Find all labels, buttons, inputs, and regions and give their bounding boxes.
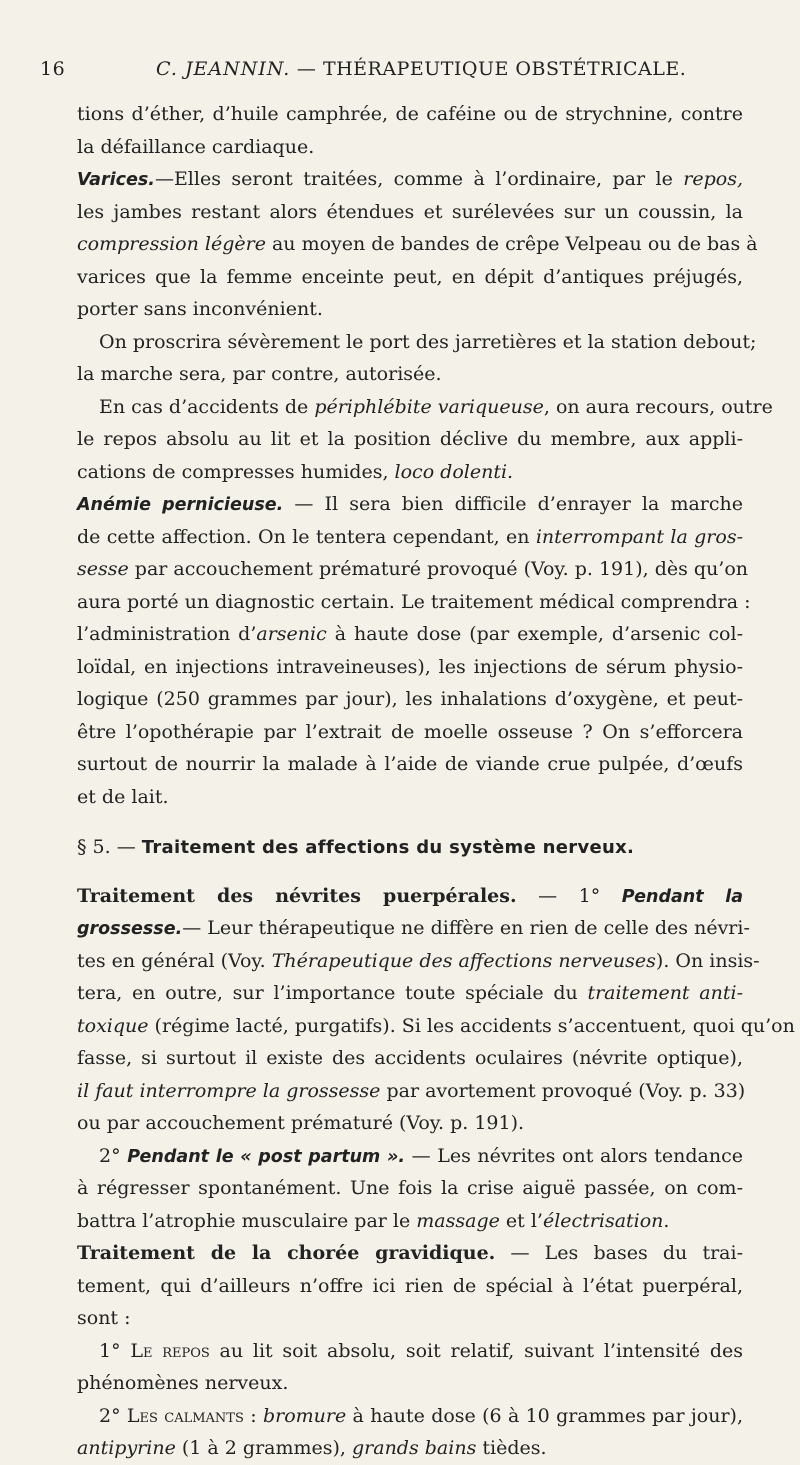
- text-run: à haute dose (par exemple, d’arsenic col-: [326, 623, 743, 645]
- text-run: tions d’éther, d’huile camphrée, de caféine ou de strychnine, contre: [77, 103, 743, 125]
- author-name: C. JEANNIN.: [156, 58, 291, 80]
- text-run: logique (250 grammes par jour), les inhalations d’oxygène, et peut-: [77, 688, 743, 710]
- text-run: interrompant la gros-: [535, 525, 743, 548]
- text-line: [77, 196, 743, 229]
- text-line: [77, 1400, 743, 1433]
- text-run: On proscrira sévèrement le port des jarretières et la station debout;: [99, 330, 757, 353]
- text-run: :: [243, 1404, 263, 1427]
- text-run: grossesse.: [77, 919, 183, 939]
- text-run: .: [663, 1209, 670, 1232]
- text-run: , on aura recours, outre: [543, 395, 773, 418]
- text-run: Les calmants: [126, 1404, 244, 1427]
- text-run: § 5. —: [77, 836, 142, 858]
- text-run: bromure: [262, 1404, 347, 1427]
- text-run: aura porté un diagnostic certain. Le traitement médical comprendra :: [77, 590, 751, 613]
- text-run: Traitement des affections du système nerveux.: [141, 837, 635, 858]
- text-line: [77, 391, 773, 424]
- text-run: grands bains: [352, 1437, 477, 1459]
- text-run: sesse: [77, 558, 129, 580]
- section-heading-varices: Varices.: [77, 170, 155, 190]
- text-line: [77, 1205, 743, 1238]
- text-run: la marche sera, par contre, autorisée.: [77, 363, 442, 385]
- text-run: arsenic: [256, 623, 327, 645]
- text-run: ). On insis-: [655, 949, 760, 972]
- text-line: [77, 1432, 743, 1465]
- text-run: Thérapeutique des affections nerveuses: [271, 949, 656, 972]
- text-line: [77, 1107, 743, 1140]
- text-line: [77, 1270, 743, 1303]
- text-line: [77, 423, 743, 456]
- text-line: [77, 1302, 743, 1335]
- text-run: (régime lacté, purgatifs). Si les accidents s’accentuent, quoi qu’on: [148, 1014, 795, 1037]
- text-line: [77, 781, 743, 814]
- text-run: massage: [416, 1209, 500, 1232]
- text-line: [77, 1010, 795, 1043]
- text-run: les jambes restant alors étendues et surélevées sur un coussin, la: [77, 200, 743, 223]
- text-run: repos,: [683, 168, 743, 190]
- text-line: [77, 358, 743, 391]
- text-run: ou par accouchement prématuré (Voy. p. 191).: [77, 1112, 525, 1134]
- text-line: [77, 1075, 746, 1108]
- text-run: — Les bases du trai-: [495, 1242, 743, 1264]
- text-run: phénomènes nerveux.: [77, 1372, 289, 1394]
- text-run: sont :: [77, 1307, 131, 1329]
- text-line: [77, 1335, 743, 1368]
- text-run: porter sans inconvénient.: [77, 298, 323, 320]
- text-run: varices que la femme enceinte peut, en dépit d’antiques préjugés,: [77, 265, 743, 288]
- text-run: à régresser spontanément. Une fois la crise aiguë passée, on com-: [77, 1177, 743, 1199]
- subsection-heading-choree: Traitement de la chorée gravidique.: [77, 1242, 496, 1264]
- text-run: le repos absolu au lit et la position déclive du membre, aux appli-: [77, 428, 743, 450]
- text-run: cations de compresses humides,: [77, 460, 395, 483]
- paragraph-varices: [77, 163, 743, 196]
- text-line: [77, 1367, 743, 1400]
- text-run: traitement anti-: [587, 982, 743, 1004]
- text-line: [77, 1140, 743, 1173]
- text-line: [77, 261, 743, 294]
- text-run: — 1°: [516, 884, 622, 907]
- text-line: [77, 912, 750, 945]
- text-run: En cas d’accidents de: [99, 395, 315, 418]
- subsection-heading-nevrites: Traitement des névrites puerpérales.: [77, 884, 517, 907]
- paragraph-choree: [77, 1237, 743, 1270]
- text-run: 1°: [99, 1339, 131, 1362]
- text-run: de cette affection. On le tentera cependant, en: [77, 525, 536, 548]
- page-number: 16: [40, 58, 66, 80]
- text-line: [77, 748, 743, 781]
- text-line: [77, 1042, 743, 1075]
- section-heading-anemie: Anémie pernicieuse.: [77, 495, 284, 515]
- text-line: [77, 586, 751, 619]
- text-line: [77, 131, 743, 164]
- text-run: être l’opothérapie par l’extrait de moelle osseuse ? On s’efforcera: [77, 720, 743, 743]
- text-run: tes en général (Voy.: [77, 949, 272, 972]
- paragraph-anemie: [77, 488, 743, 521]
- text-line: [77, 651, 743, 684]
- text-run: par accouchement prématuré provoqué (Voy. p. 191), dès qu’on: [128, 558, 749, 580]
- text-run: fasse, si surtout il existe des accidents oculaires (névrite optique),: [77, 1047, 743, 1069]
- text-line: [77, 228, 758, 261]
- text-line: [77, 683, 743, 716]
- text-line: [77, 716, 743, 749]
- text-line: [77, 293, 743, 326]
- text-run: Pendant la: [621, 886, 743, 907]
- book-title: — THÉRAPEUTIQUE OBSTÉTRICALE.: [290, 58, 687, 80]
- text-line: [77, 521, 743, 554]
- text-run: 2°: [99, 1404, 127, 1427]
- text-run: — Leur thérapeutique ne diffère en rien de celle des névri-: [182, 917, 750, 939]
- text-line: [77, 618, 743, 651]
- section-title: [77, 831, 743, 864]
- running-header: [40, 58, 760, 84]
- text-run: et l’: [499, 1209, 543, 1232]
- text-line: [77, 98, 743, 131]
- text-line: [77, 553, 749, 586]
- text-run: au moyen de bandes de crêpe Velpeau ou de bas à: [265, 233, 758, 255]
- text-run: 2°: [99, 1144, 128, 1167]
- text-run: au lit soit absolu, soit relatif, suivant l’intensité des: [209, 1339, 743, 1362]
- text-run: à haute dose (6 à 10 grammes par jour),: [346, 1404, 744, 1427]
- text-run: antipyrine: [77, 1437, 176, 1459]
- text-run: l’administration d’: [77, 623, 257, 645]
- text-body: [77, 98, 795, 1465]
- text-run: surtout de nourrir la malade à l’aide de viande crue pulpée, d’œufs: [77, 753, 743, 775]
- text-run: — Les névrites ont alors tendance: [404, 1144, 743, 1167]
- text-run: — Il sera bien difficile d’enrayer la marche: [283, 493, 744, 515]
- text-run: et de lait.: [77, 785, 169, 808]
- text-line: [77, 945, 760, 978]
- text-run: par avortement provoqué (Voy. p. 33): [380, 1079, 746, 1102]
- text-run: électrisation: [542, 1209, 664, 1232]
- text-line: [77, 977, 743, 1010]
- text-run: loïdal, en injections intraveineuses), les injections de sérum physio-: [77, 655, 743, 678]
- text-run: —Elles seront traitées, comme à l’ordinaire, par le: [154, 168, 684, 190]
- text-line: [77, 456, 743, 489]
- text-run: loco dolenti.: [394, 460, 514, 483]
- text-run: la défaillance cardiaque.: [77, 135, 315, 158]
- text-run: battra l’atrophie musculaire par le: [77, 1209, 417, 1232]
- text-line: [77, 326, 757, 359]
- text-run: il faut interrompre la grossesse: [77, 1079, 381, 1102]
- text-run: compression légère: [77, 233, 266, 255]
- text-run: Le repos: [130, 1339, 210, 1362]
- text-run: tera, en outre, sur l’importance toute spéciale du: [77, 982, 588, 1004]
- text-run: tement, qui d’ailleurs n’offre ici rien de spécial à l’état puerpéral,: [77, 1274, 743, 1297]
- text-run: tièdes.: [476, 1437, 547, 1459]
- running-title: [156, 58, 686, 80]
- text-run: périphlébite variqueuse: [314, 395, 544, 418]
- text-line: [77, 1172, 743, 1205]
- text-run: (1 à 2 grammes),: [175, 1437, 352, 1459]
- text-run: Pendant le « post partum ».: [127, 1146, 405, 1167]
- paragraph-nevrites: [77, 880, 743, 913]
- text-run: toxique: [77, 1014, 149, 1037]
